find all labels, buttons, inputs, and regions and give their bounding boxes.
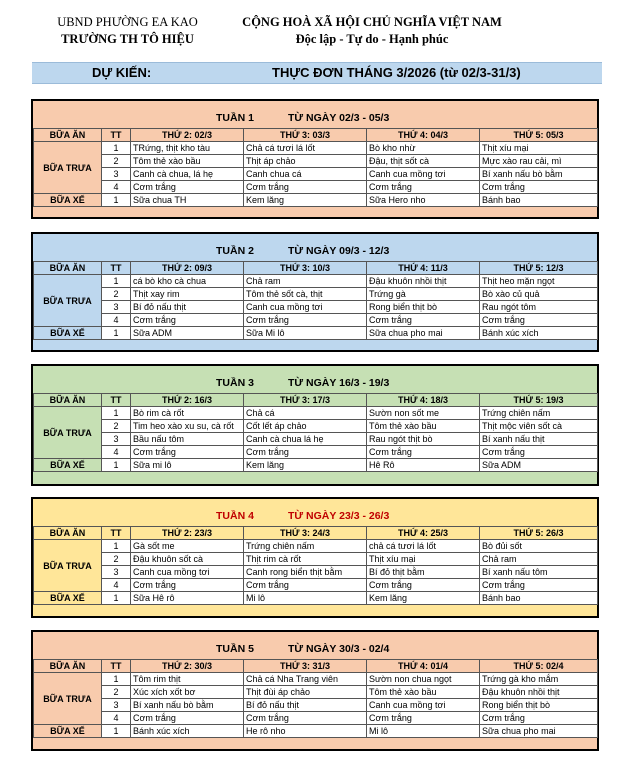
day-column-header: THỨ 2: 23/3 bbox=[131, 527, 244, 540]
table-row bbox=[34, 288, 598, 301]
item-number: 1 bbox=[102, 459, 131, 472]
dish-cell: Canh cua mồng tơi bbox=[367, 168, 480, 181]
dish-cell: Canh cua mồng tơi bbox=[131, 566, 244, 579]
dish-cell: Sườn non chua ngọt bbox=[367, 673, 480, 686]
table-row bbox=[34, 592, 598, 605]
week-menu-table bbox=[33, 128, 598, 207]
dish-cell: Xúc xích xốt bơ bbox=[131, 686, 244, 699]
dish-cell: Tôm thẻ xào bầu bbox=[367, 420, 480, 433]
item-number: 1 bbox=[102, 327, 131, 340]
day-column-header: THỨ 5: 02/4 bbox=[480, 660, 598, 673]
dish-cell: Thịt xíu mại bbox=[367, 553, 480, 566]
table-row bbox=[34, 301, 598, 314]
dish-cell: Tôm rim thịt bbox=[131, 673, 244, 686]
item-number: 4 bbox=[102, 446, 131, 459]
dish-cell: Canh rong biển thịt bằm bbox=[244, 566, 367, 579]
dish-cell: Trứng gà kho mắm bbox=[480, 673, 598, 686]
table-header-row bbox=[34, 262, 598, 275]
meal-column-header: BỮA ĂN bbox=[34, 129, 102, 142]
dish-cell: Bò đủi sốt bbox=[480, 540, 598, 553]
dish-cell: Cốt lết áp chảo bbox=[244, 420, 367, 433]
table-row bbox=[34, 142, 598, 155]
item-number: 1 bbox=[102, 407, 131, 420]
dish-cell: Sữa ADM bbox=[131, 327, 244, 340]
item-number: 4 bbox=[102, 314, 131, 327]
dish-cell: Cơm trắng bbox=[480, 579, 598, 592]
table-row bbox=[34, 686, 598, 699]
dish-cell: Cơm trắng bbox=[131, 446, 244, 459]
lunch-label: BỮA TRƯA bbox=[34, 142, 102, 194]
table-row bbox=[34, 459, 598, 472]
item-number: 1 bbox=[102, 540, 131, 553]
dish-cell: Trứng chiên nấm bbox=[244, 540, 367, 553]
dish-cell: Bầu nấu tôm bbox=[131, 433, 244, 446]
snack-label: BỮA XẾ bbox=[34, 459, 102, 472]
table-row bbox=[34, 407, 598, 420]
dish-cell: Đậu khuôn nhồi thịt bbox=[480, 686, 598, 699]
dish-cell: Đậu, thịt sốt cà bbox=[367, 155, 480, 168]
week-menu-table bbox=[33, 659, 598, 738]
day-column-header: THỨ 4: 11/3 bbox=[367, 262, 480, 275]
day-column-header: THỨ 5: 12/3 bbox=[480, 262, 598, 275]
dish-cell: Cơm trắng bbox=[244, 314, 367, 327]
day-column-header: THỨ 3: 03/3 bbox=[244, 129, 367, 142]
item-number: 1 bbox=[102, 592, 131, 605]
dish-cell: chả cá tươi lá lốt bbox=[367, 540, 480, 553]
nation-name: CỘNG HOÀ XÃ HỘI CHỦ NGHĨA VIỆT NAM bbox=[242, 15, 502, 29]
table-row bbox=[34, 168, 598, 181]
dish-cell: Tôm thẻ xào bầu bbox=[367, 686, 480, 699]
item-number: 4 bbox=[102, 579, 131, 592]
dish-cell: He rô nho bbox=[244, 725, 367, 738]
snack-label: BỮA XẾ bbox=[34, 194, 102, 207]
table-header-row bbox=[34, 129, 598, 142]
dish-cell: Cơm trắng bbox=[480, 446, 598, 459]
snack-label: BỮA XẾ bbox=[34, 592, 102, 605]
week-title: TUẦN 4 bbox=[216, 510, 254, 522]
dish-cell: Bánh bao bbox=[480, 194, 598, 207]
week-heading bbox=[33, 366, 597, 393]
dish-cell: Canh cua mồng tơi bbox=[367, 699, 480, 712]
dish-cell: Trứng gà bbox=[367, 288, 480, 301]
lunch-label: BỮA TRƯA bbox=[34, 275, 102, 327]
day-column-header: THỨ 5: 26/3 bbox=[480, 527, 598, 540]
table-row bbox=[34, 673, 598, 686]
day-column-header: THỨ 4: 04/3 bbox=[367, 129, 480, 142]
day-column-header: THỨ 3: 10/3 bbox=[244, 262, 367, 275]
item-number: 3 bbox=[102, 699, 131, 712]
item-number: 4 bbox=[102, 712, 131, 725]
tt-column-header: TT bbox=[102, 262, 131, 275]
week-date-range: TỪ NGÀY 16/3 - 19/3 bbox=[288, 377, 390, 389]
school-name: TRƯỜNG TH TÔ HIỆU bbox=[61, 32, 194, 46]
dish-cell: Thịt mộc viên sốt cà bbox=[480, 420, 598, 433]
dish-cell: Bí đỏ nấu thịt bbox=[131, 301, 244, 314]
day-column-header: THỨ 5: 05/3 bbox=[480, 129, 598, 142]
dish-cell: Cơm trắng bbox=[131, 712, 244, 725]
dish-cell: Bánh xúc xích bbox=[480, 327, 598, 340]
dish-cell: Bò kho nhừ bbox=[367, 142, 480, 155]
day-column-header: THỨ 2: 02/3 bbox=[131, 129, 244, 142]
week-heading bbox=[33, 101, 597, 128]
table-row bbox=[34, 327, 598, 340]
week-title: TUẦN 5 bbox=[216, 643, 254, 655]
lunch-label: BỮA TRƯA bbox=[34, 673, 102, 725]
item-number: 2 bbox=[102, 553, 131, 566]
item-number: 2 bbox=[102, 288, 131, 301]
dish-cell: Thịt xay rim bbox=[131, 288, 244, 301]
dish-cell: Bò rim cà rốt bbox=[131, 407, 244, 420]
dish-cell: Sữa chua pho mai bbox=[480, 725, 598, 738]
table-row bbox=[34, 566, 598, 579]
dish-cell: Trứng chiên nấm bbox=[480, 407, 598, 420]
table-header-row bbox=[34, 660, 598, 673]
week-title: TUẦN 3 bbox=[216, 377, 254, 389]
dish-cell: Chả cá Nha Trang viên bbox=[244, 673, 367, 686]
lunch-label: BỮA TRƯA bbox=[34, 540, 102, 592]
dish-cell: Tôm thẻ xào bầu bbox=[131, 155, 244, 168]
meal-column-header: BỮA ĂN bbox=[34, 527, 102, 540]
dish-cell: Chả cá tươi lá lốt bbox=[244, 142, 367, 155]
item-number: 1 bbox=[102, 142, 131, 155]
dish-cell: Thịt heo mặn ngọt bbox=[480, 275, 598, 288]
dish-cell: Hê Rô bbox=[367, 459, 480, 472]
dish-cell: Bí xanh nấu thịt bbox=[480, 433, 598, 446]
dish-cell: Cơm trắng bbox=[131, 314, 244, 327]
item-number: 3 bbox=[102, 566, 131, 579]
day-column-header: THỨ 4: 01/4 bbox=[367, 660, 480, 673]
week-menu-table bbox=[33, 261, 598, 340]
ward-name: UBND PHƯỜNG EA KAO bbox=[57, 15, 198, 29]
dish-cell: Thịt xíu mại bbox=[480, 142, 598, 155]
dish-cell: Bí xanh nấu bò bằm bbox=[480, 168, 598, 181]
dish-cell: Tôm thẻ sốt cà, thịt bbox=[244, 288, 367, 301]
dish-cell: Cơm trắng bbox=[244, 579, 367, 592]
table-row bbox=[34, 540, 598, 553]
week-menu-table bbox=[33, 393, 598, 472]
document-header-right bbox=[222, 14, 522, 48]
tt-column-header: TT bbox=[102, 394, 131, 407]
table-row bbox=[34, 433, 598, 446]
table-header-row bbox=[34, 394, 598, 407]
dish-cell: Cơm trắng bbox=[244, 181, 367, 194]
table-row bbox=[34, 725, 598, 738]
dish-cell: Mi lô bbox=[367, 725, 480, 738]
dish-cell: Sữa Hero nho bbox=[367, 194, 480, 207]
dish-cell: Cơm trắng bbox=[131, 181, 244, 194]
day-column-header: THỨ 2: 16/3 bbox=[131, 394, 244, 407]
dish-cell: Sữa chua pho mai bbox=[367, 327, 480, 340]
week-date-range: TỪ NGÀY 30/3 - 02/4 bbox=[288, 643, 390, 655]
day-column-header: THỨ 4: 18/3 bbox=[367, 394, 480, 407]
meal-column-header: BỮA ĂN bbox=[34, 660, 102, 673]
dish-cell: Rong biển thịt bò bbox=[480, 699, 598, 712]
day-column-header: THỨ 3: 31/3 bbox=[244, 660, 367, 673]
dish-cell: Cơm trắng bbox=[244, 446, 367, 459]
lunch-label: BỮA TRƯA bbox=[34, 407, 102, 459]
dish-cell: Cơm trắng bbox=[367, 579, 480, 592]
dish-cell: Sữa mi lô bbox=[131, 459, 244, 472]
dish-cell: Mực xào rau cải, mì bbox=[480, 155, 598, 168]
week-1-block bbox=[31, 99, 599, 219]
day-column-header: THỨ 3: 17/3 bbox=[244, 394, 367, 407]
table-row bbox=[34, 579, 598, 592]
dish-cell: Rau ngót tôm bbox=[480, 301, 598, 314]
dish-cell: Cơm trắng bbox=[367, 181, 480, 194]
day-column-header: THỨ 3: 24/3 bbox=[244, 527, 367, 540]
dish-cell: Rong biển thịt bò bbox=[367, 301, 480, 314]
table-row bbox=[34, 699, 598, 712]
week-heading bbox=[33, 499, 597, 526]
dish-cell: Cơm trắng bbox=[480, 314, 598, 327]
dish-cell: Kem lăng bbox=[367, 592, 480, 605]
item-number: 1 bbox=[102, 275, 131, 288]
item-number: 1 bbox=[102, 194, 131, 207]
item-number: 1 bbox=[102, 673, 131, 686]
dish-cell: Cơm trắng bbox=[480, 712, 598, 725]
dish-cell: Cơm trắng bbox=[480, 181, 598, 194]
table-row bbox=[34, 712, 598, 725]
dish-cell: Tim heo xào xu su, cà rốt bbox=[131, 420, 244, 433]
dish-cell: Bí xanh nấu bò bằm bbox=[131, 699, 244, 712]
dish-cell: Chả ram bbox=[244, 275, 367, 288]
dish-cell: Cơm trắng bbox=[367, 446, 480, 459]
dish-cell: TRứng, thịt kho tàu bbox=[131, 142, 244, 155]
nation-motto: Độc lập - Tự do - Hạnh phúc bbox=[295, 32, 449, 46]
dish-cell: Bánh xúc xích bbox=[131, 725, 244, 738]
week-date-range: TỪ NGÀY 23/3 - 26/3 bbox=[288, 510, 390, 522]
dish-cell: Canh chua cá bbox=[244, 168, 367, 181]
dish-cell: Sữa ADM bbox=[480, 459, 598, 472]
dish-cell: Sữa chua TH bbox=[131, 194, 244, 207]
document-header-left bbox=[40, 14, 215, 48]
table-row bbox=[34, 420, 598, 433]
week-date-range: TỪ NGÀY 02/3 - 05/3 bbox=[288, 112, 390, 124]
item-number: 3 bbox=[102, 168, 131, 181]
item-number: 2 bbox=[102, 686, 131, 699]
tt-column-header: TT bbox=[102, 527, 131, 540]
dish-cell: Canh cà chua, lá hẹ bbox=[131, 168, 244, 181]
dish-cell: Cơm trắng bbox=[367, 712, 480, 725]
item-number: 2 bbox=[102, 420, 131, 433]
table-row bbox=[34, 553, 598, 566]
day-column-header: THỨ 2: 30/3 bbox=[131, 660, 244, 673]
week-2-block bbox=[31, 232, 599, 352]
dish-cell: Bí đỏ thịt bằm bbox=[367, 566, 480, 579]
meal-column-header: BỮA ĂN bbox=[34, 262, 102, 275]
dish-cell: Thịt rim cà rốt bbox=[244, 553, 367, 566]
snack-label: BỮA XẾ bbox=[34, 725, 102, 738]
dish-cell: Cơm trắng bbox=[131, 579, 244, 592]
dish-cell: Đậu khuôn nhồi thịt bbox=[367, 275, 480, 288]
plan-label: DỰ KIẾN: bbox=[92, 65, 152, 80]
dish-cell: cá bò kho cà chua bbox=[131, 275, 244, 288]
dish-cell: Bí xanh nấu tôm bbox=[480, 566, 598, 579]
item-number: 2 bbox=[102, 155, 131, 168]
week-menu-table bbox=[33, 526, 598, 605]
week-date-range: TỪ NGÀY 09/3 - 12/3 bbox=[288, 245, 390, 257]
week-4-block bbox=[31, 497, 599, 618]
dish-cell: Bánh bao bbox=[480, 592, 598, 605]
table-row bbox=[34, 194, 598, 207]
dish-cell: Kem lăng bbox=[244, 194, 367, 207]
snack-label: BỮA XẾ bbox=[34, 327, 102, 340]
dish-cell: Chả cá bbox=[244, 407, 367, 420]
dish-cell: Chả ram bbox=[480, 553, 598, 566]
day-column-header: THỨ 4: 25/3 bbox=[367, 527, 480, 540]
week-5-block bbox=[31, 630, 599, 751]
week-heading bbox=[33, 234, 597, 261]
plan-title: THỰC ĐƠN THÁNG 3/2026 (từ 02/3-31/3) bbox=[272, 65, 521, 80]
dish-cell: Thịt áp chảo bbox=[244, 155, 367, 168]
week-heading bbox=[33, 632, 597, 659]
dish-cell: Sữa Mi lô bbox=[244, 327, 367, 340]
dish-cell: Thịt đùi áp chảo bbox=[244, 686, 367, 699]
item-number: 3 bbox=[102, 433, 131, 446]
dish-cell: Kem lăng bbox=[244, 459, 367, 472]
table-row bbox=[34, 314, 598, 327]
tt-column-header: TT bbox=[102, 660, 131, 673]
dish-cell: Mi lô bbox=[244, 592, 367, 605]
dish-cell: Bí đỏ nấu thịt bbox=[244, 699, 367, 712]
table-row bbox=[34, 275, 598, 288]
table-row bbox=[34, 155, 598, 168]
table-row bbox=[34, 181, 598, 194]
item-number: 3 bbox=[102, 301, 131, 314]
table-header-row bbox=[34, 527, 598, 540]
plan-title-bar bbox=[32, 62, 602, 84]
item-number: 1 bbox=[102, 725, 131, 738]
dish-cell: Bò xào củ quả bbox=[480, 288, 598, 301]
day-column-header: THỨ 2: 09/3 bbox=[131, 262, 244, 275]
tt-column-header: TT bbox=[102, 129, 131, 142]
dish-cell: Sườn non sốt me bbox=[367, 407, 480, 420]
dish-cell: Sữa Hê rô bbox=[131, 592, 244, 605]
dish-cell: Đậu khuôn sốt cà bbox=[131, 553, 244, 566]
table-row bbox=[34, 446, 598, 459]
week-title: TUẦN 1 bbox=[216, 112, 254, 124]
dish-cell: Cơm trắng bbox=[244, 712, 367, 725]
dish-cell: Cơm trắng bbox=[367, 314, 480, 327]
week-title: TUẦN 2 bbox=[216, 245, 254, 257]
dish-cell: Canh cà chua lá hẹ bbox=[244, 433, 367, 446]
item-number: 4 bbox=[102, 181, 131, 194]
week-3-block bbox=[31, 364, 599, 486]
dish-cell: Rau ngót thịt bò bbox=[367, 433, 480, 446]
dish-cell: Gà sốt me bbox=[131, 540, 244, 553]
dish-cell: Canh cua mồng tơi bbox=[244, 301, 367, 314]
day-column-header: THỨ 5: 19/3 bbox=[480, 394, 598, 407]
meal-column-header: BỮA ĂN bbox=[34, 394, 102, 407]
